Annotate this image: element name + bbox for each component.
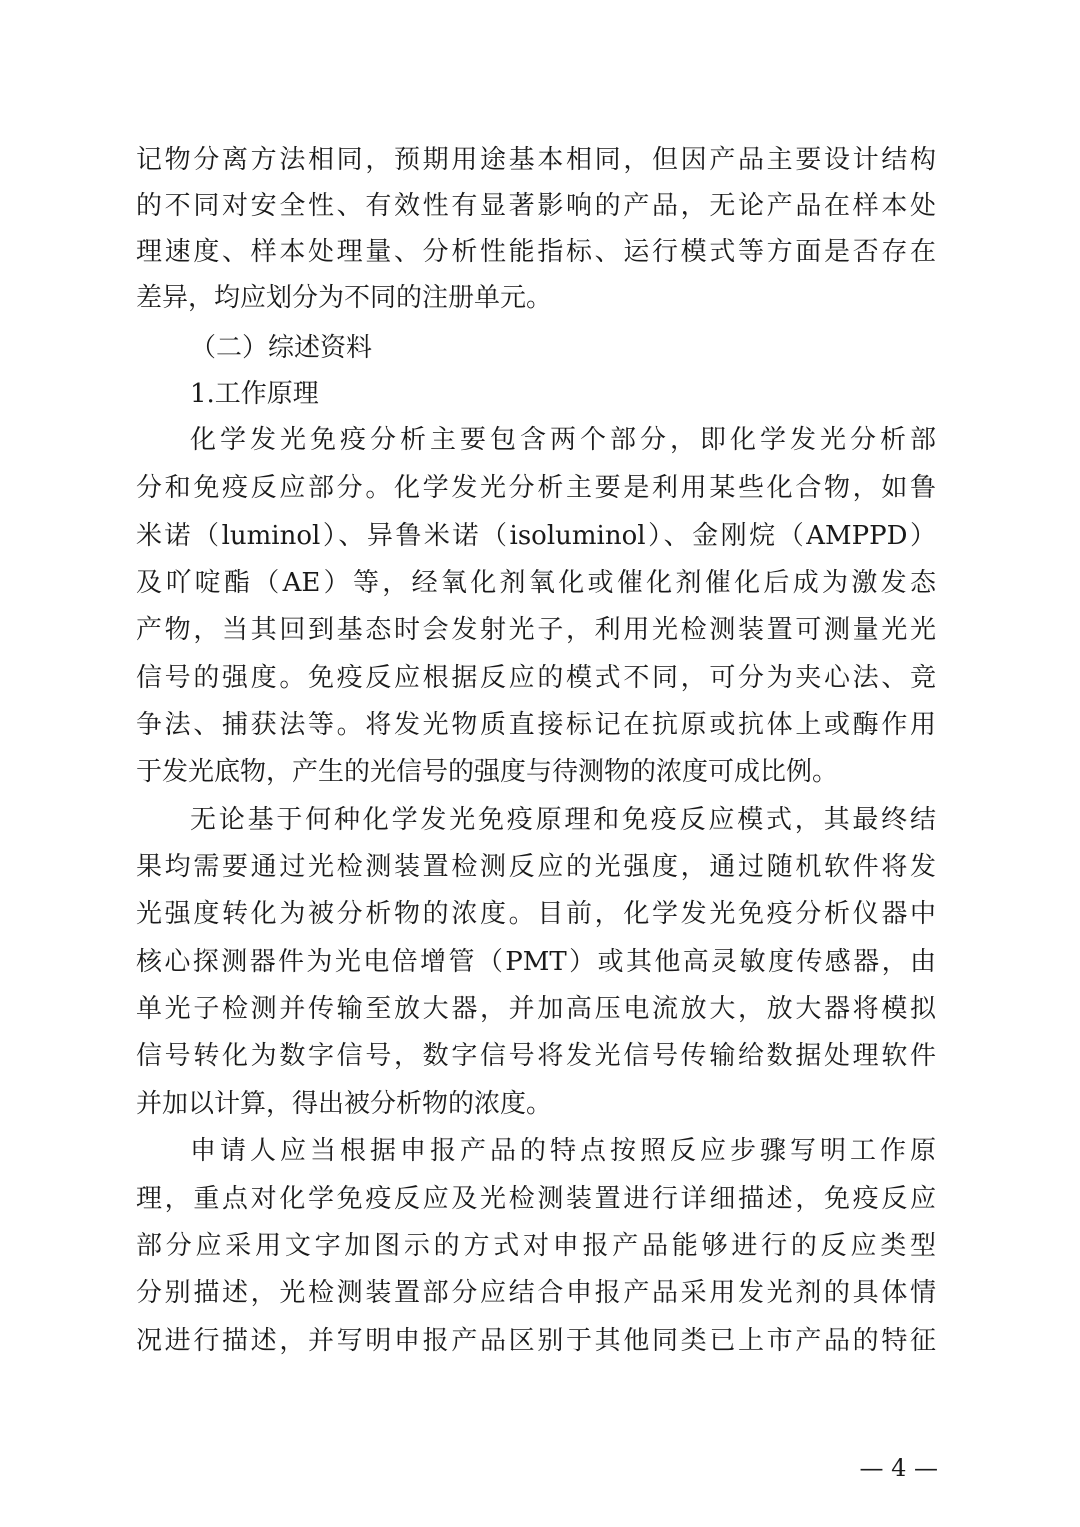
text-line: 争法、捕获法等。将发光物质直接标记在抗原或抗体上或酶作用 <box>136 710 936 740</box>
text-line: 核心探测器件为光电倍增管（PMT）或其他高灵敏度传感器，由 <box>136 947 936 977</box>
text-line: 理，重点对化学免疫反应及光检测装置进行详细描述，免疫反应 <box>136 1184 936 1214</box>
text-line: 部分应采用文字加图示的方式对申报产品能够进行的反应类型 <box>136 1231 936 1261</box>
text-line: 光强度转化为被分析物的浓度。目前，化学发光免疫分析仪器中 <box>136 899 936 929</box>
text-line: 化学发光免疫分析主要包含两个部分，即化学发光分析部 <box>190 425 936 455</box>
text-line: 差异，均应划分为不同的注册单元。 <box>136 283 553 313</box>
text-line: 于发光底物，产生的光信号的强度与待测物的浓度可成比例。 <box>136 757 839 787</box>
text-line: 并加以计算，得出被分析物的浓度。 <box>136 1089 553 1119</box>
text-line: 分别描述，光检测装置部分应结合申报产品采用发光剂的具体情 <box>136 1278 936 1308</box>
text-line: 理速度、样本处理量、分析性能指标、运行模式等方面是否存在 <box>136 237 936 267</box>
text-line: 记物分离方法相同，预期用途基本相同，但因产品主要设计结构 <box>136 145 936 175</box>
page-number: — 4 — <box>859 1454 938 1482</box>
text-line: 单光子检测并传输至放大器，并加高压电流放大，放大器将模拟 <box>136 994 936 1024</box>
text-line: 信号的强度。免疫反应根据反应的模式不同，可分为夹心法、竞 <box>136 663 936 693</box>
text-line: 申请人应当根据申报产品的特点按照反应步骤写明工作原 <box>190 1136 936 1166</box>
text-line: 况进行描述，并写明申报产品区别于其他同类已上市产品的特征 <box>136 1326 936 1356</box>
text-line: 信号转化为数字信号，数字信号将发光信号传输给数据处理软件 <box>136 1041 936 1071</box>
text-line: 产物，当其回到基态时会发射光子，利用光检测装置可测量光光 <box>136 615 936 645</box>
text-line: 无论基于何种化学发光免疫原理和免疫反应模式，其最终结 <box>190 805 936 835</box>
section-heading: （二）综述资料 <box>190 333 373 363</box>
text-line: 分和免疫反应部分。化学发光分析主要是利用某些化合物，如鲁 <box>136 473 936 503</box>
text-line: 米诺（luminol）、异鲁米诺（isoluminol）、金刚烷（AMPPD） <box>136 521 936 551</box>
text-line: 的不同对安全性、有效性有显著影响的产品，无论产品在样本处 <box>136 191 936 221</box>
text-line: 果均需要通过光检测装置检测反应的光强度，通过随机软件将发 <box>136 852 936 882</box>
text-line: 及吖啶酯（AE）等，经氧化剂氧化或催化剂催化后成为激发态 <box>136 568 936 598</box>
subsection-heading: 1.工作原理 <box>190 379 319 409</box>
